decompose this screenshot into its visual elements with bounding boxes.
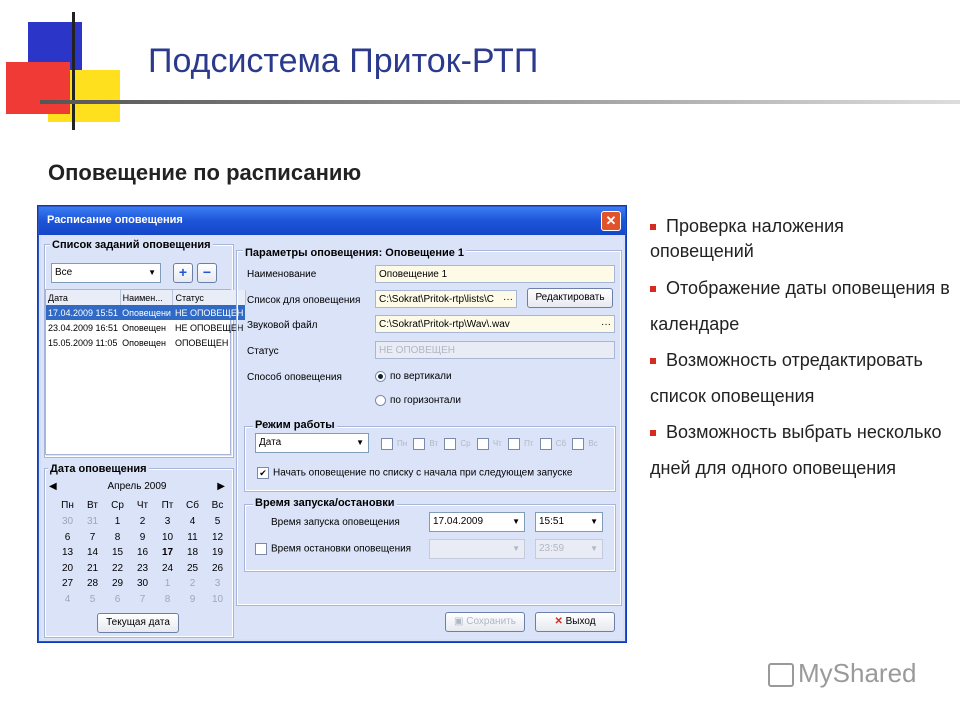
days-checkboxes: [381, 438, 598, 450]
chevron-left-icon[interactable]: ◀: [49, 481, 57, 492]
method-vertical-radio[interactable]: по вертикали: [375, 371, 452, 382]
calendar-week: [55, 576, 230, 592]
column-header-status[interactable]: Статус: [173, 290, 245, 305]
calendar-month: Апрель 2009: [107, 481, 167, 492]
radio-icon: [375, 371, 386, 382]
calendar-day[interactable]: 22: [111, 562, 124, 574]
chevron-down-icon: ▼: [512, 517, 520, 526]
disk-icon: ▣: [454, 616, 467, 627]
bullet-list: [650, 214, 950, 486]
decor-red-square: [6, 62, 70, 114]
calendar-day[interactable]: 21: [86, 562, 99, 574]
calendar-day[interactable]: 8: [114, 531, 121, 543]
calendar-day[interactable]: 16: [136, 547, 149, 559]
calendar-day[interactable]: 20: [61, 562, 74, 574]
calendar-day[interactable]: 12: [211, 531, 224, 543]
list-label: Список для оповещения: [247, 295, 361, 306]
calendar-day-selected[interactable]: 17: [161, 547, 174, 559]
calendar-day[interactable]: 29: [111, 578, 124, 590]
calendar-day[interactable]: 2: [189, 578, 196, 590]
calendar-day[interactable]: 30: [61, 516, 74, 528]
calendar-week: [55, 530, 230, 546]
start-time-label: Время запуска оповещения: [271, 517, 400, 528]
table-row[interactable]: 17.04.2009 15:51 Оповещени НЕ ОПОВЕЩЕН: [46, 305, 245, 320]
bullet-item: Проверка наложения оповещений: [650, 216, 844, 261]
chevron-right-icon[interactable]: ▶: [217, 481, 225, 492]
browse-icon[interactable]: ···: [601, 319, 611, 330]
calendar-day[interactable]: 10: [161, 531, 174, 543]
tasks-table: [46, 290, 246, 350]
bullet-marker-icon: [650, 358, 656, 364]
window-title: Расписание оповещения: [47, 214, 183, 226]
calendar-day[interactable]: 25: [186, 562, 199, 574]
calendar-day[interactable]: 11: [187, 531, 198, 543]
calendar-day[interactable]: 27: [61, 578, 74, 590]
start-date-select[interactable]: 17.04.2009 ▼: [429, 512, 525, 532]
calendar-day[interactable]: 8: [164, 593, 171, 605]
radio-icon: [375, 395, 386, 406]
chevron-down-icon: ▼: [148, 268, 156, 277]
bullet-marker-icon: [650, 430, 656, 436]
calendar-day[interactable]: 3: [164, 516, 171, 528]
calendar-day[interactable]: 4: [189, 516, 196, 528]
edit-list-button[interactable]: Редактировать: [527, 288, 613, 308]
time-group-title: Время запуска/остановки: [255, 497, 395, 509]
decor-horizontal-line: [40, 100, 960, 104]
tasks-group-title: Список заданий оповещения: [52, 239, 211, 251]
calendar-day[interactable]: 23: [136, 562, 149, 574]
stop-date-select: [429, 539, 525, 559]
close-icon: ✕: [554, 616, 566, 627]
chevron-down-icon: ▼: [590, 517, 598, 526]
calendar-day[interactable]: 10: [211, 593, 224, 605]
browse-icon[interactable]: ···: [503, 294, 513, 305]
day-checkbox[interactable]: Пн: [381, 439, 407, 448]
calendar-day[interactable]: 9: [189, 593, 196, 605]
schedule-window: [38, 206, 626, 642]
status-field: НЕ ОПОВЕЩЕН: [375, 341, 615, 359]
chevron-down-icon: ▼: [356, 438, 364, 447]
calendar-day[interactable]: 7: [139, 593, 146, 605]
chevron-down-icon: ▼: [512, 544, 520, 553]
tasks-filter-select[interactable]: Все ▼: [51, 263, 161, 283]
calendar-day[interactable]: 28: [86, 578, 99, 590]
calendar-day[interactable]: 6: [64, 531, 71, 543]
bullet-marker-icon: [650, 224, 656, 230]
calendar-day[interactable]: 18: [186, 547, 199, 559]
calendar-group-title: Дата оповещения: [50, 463, 147, 475]
calendar-day[interactable]: 30: [136, 578, 149, 590]
save-button: ▣ Сохранить: [445, 612, 525, 632]
bullet-item: Отображение даты оповещения в календаре: [650, 278, 950, 334]
calendar-day[interactable]: 15: [111, 547, 124, 559]
bullet-item: Возможность выбрать несколько дней для одного оповещения: [650, 422, 942, 478]
calendar-week: [55, 514, 230, 530]
remove-task-icon[interactable]: −: [197, 263, 217, 283]
mode-select[interactable]: Дата ▼: [255, 433, 369, 453]
calendar-grid: [55, 497, 230, 607]
calendar-day[interactable]: 13: [61, 547, 74, 559]
day-checkbox[interactable]: Сб: [540, 439, 566, 448]
calendar-week: [55, 592, 230, 608]
method-horizontal-radio[interactable]: по горизонтали: [375, 395, 461, 406]
column-header-name[interactable]: Наимен...: [120, 290, 173, 305]
bullet-marker-icon: [650, 286, 656, 292]
day-checkbox[interactable]: Ср: [444, 439, 470, 448]
calendar-day[interactable]: 26: [211, 562, 224, 574]
start-time-select[interactable]: 15:51 ▼: [535, 512, 603, 532]
window-body: [41, 235, 623, 639]
calendar-week: [55, 545, 230, 561]
add-task-icon[interactable]: +: [173, 263, 193, 283]
calendar-day[interactable]: 3: [214, 578, 221, 590]
slide-title: Подсистема Приток-РТП: [148, 42, 539, 80]
table-row[interactable]: 23.04.2009 16:51 Оповещен НЕ ОПОВЕЩЕН: [48, 322, 244, 333]
calendar-day[interactable]: 1: [114, 516, 121, 528]
sound-label: Звуковой файл: [247, 320, 318, 331]
exit-button[interactable]: ✕ Выход: [535, 612, 615, 632]
mode-group-title: Режим работы: [255, 419, 335, 431]
tasks-table-container: [45, 289, 244, 455]
calendar-header: [47, 481, 227, 495]
params-group-title: Параметры оповещения: Оповещение 1: [245, 247, 465, 259]
status-label: Статус: [247, 346, 279, 357]
sound-file-field[interactable]: C:\Sokrat\Pritok-rtp\Wav\.wav ···: [375, 315, 615, 333]
stop-time-checkbox[interactable]: Время остановки оповещения: [255, 543, 411, 555]
stop-time-select: 23:59 ▼: [535, 539, 603, 559]
calendar-day[interactable]: 24: [161, 562, 174, 574]
checkbox-icon: [255, 543, 267, 555]
calendar-day[interactable]: 2: [139, 516, 146, 528]
calendar-day[interactable]: 19: [211, 547, 224, 559]
calendar-day[interactable]: 6: [114, 593, 121, 605]
calendar-day[interactable]: 14: [86, 547, 99, 559]
calendar-day[interactable]: 5: [89, 593, 96, 605]
slide-subtitle: Оповещение по расписанию: [48, 160, 362, 185]
chevron-down-icon: ▼: [590, 544, 598, 553]
bullet-item: Возможность отредактировать список оповещения: [650, 350, 923, 406]
restart-checkbox[interactable]: ✔ Начать оповещение по списку с начала при следующем запуске: [257, 467, 572, 479]
calendar-weekdays: Пн Вт Ср Чт Пт Сб Вс: [61, 500, 224, 511]
list-field[interactable]: C:\Sokrat\Pritok-rtp\lists\C ···: [375, 290, 517, 308]
day-checkbox[interactable]: Вт: [413, 439, 438, 448]
column-header-date[interactable]: Дата: [46, 290, 120, 305]
calendar-day[interactable]: 9: [139, 531, 146, 543]
close-icon[interactable]: ✕: [601, 211, 621, 231]
check-icon: ✔: [257, 467, 269, 479]
method-label: Способ оповещения: [247, 372, 342, 383]
calendar-week: [55, 561, 230, 577]
name-field[interactable]: Оповещение 1: [375, 265, 615, 283]
calendar-day[interactable]: 4: [64, 593, 71, 605]
day-checkbox[interactable]: Чт: [477, 439, 502, 448]
tasks-header-row: [46, 290, 245, 305]
window-titlebar: [39, 207, 625, 235]
calendar-day[interactable]: 7: [89, 531, 96, 543]
day-checkbox[interactable]: Вс: [572, 439, 597, 448]
decor-vertical-line: [72, 12, 75, 130]
calendar-day[interactable]: 1: [164, 578, 171, 590]
name-label: Наименование: [247, 269, 317, 280]
myshared-logo: MyShared: [768, 658, 917, 689]
today-button[interactable]: Текущая дата: [97, 613, 179, 633]
day-checkbox[interactable]: Пт: [508, 439, 533, 448]
table-row[interactable]: 15.05.2009 11:05 Оповещен ОПОВЕЩЕН: [48, 337, 229, 348]
calendar-day[interactable]: 5: [214, 516, 221, 528]
logo-icon: [768, 663, 794, 687]
calendar-day[interactable]: 31: [86, 516, 99, 528]
